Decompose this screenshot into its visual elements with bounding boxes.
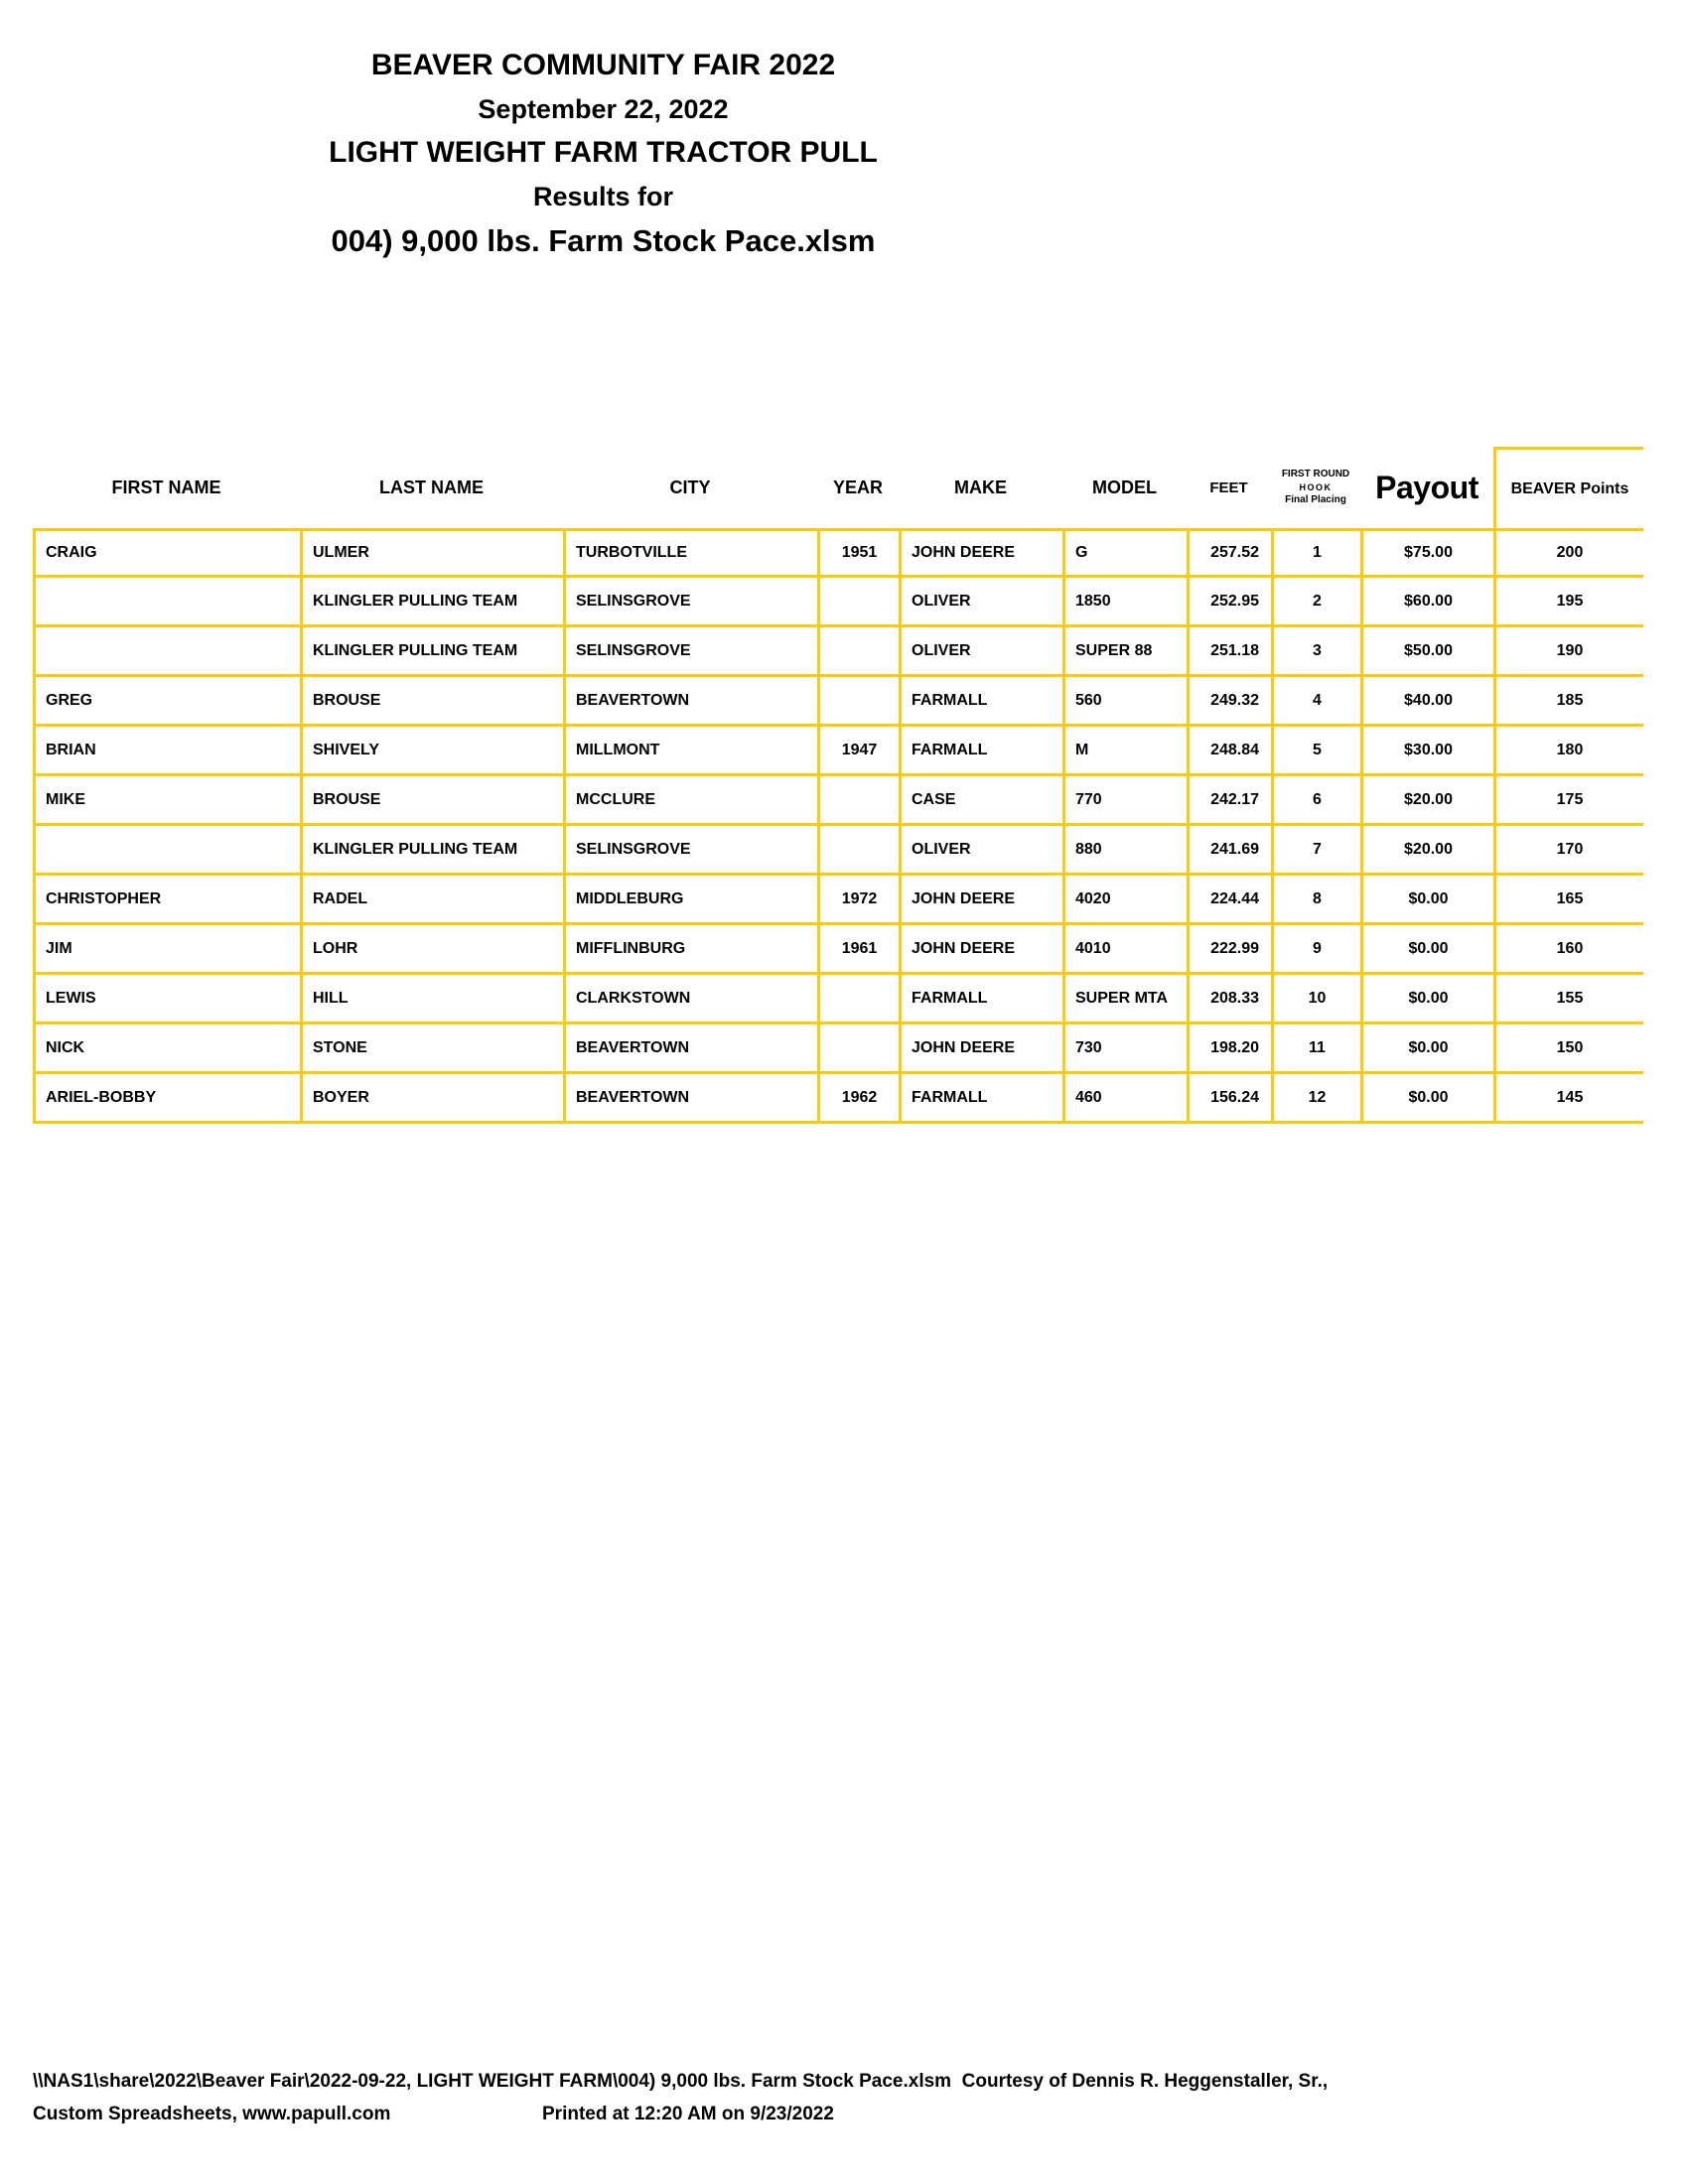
cell-make: OLIVER [899, 627, 1062, 677]
cell-model: 4020 [1062, 876, 1187, 925]
cell-year [817, 776, 899, 826]
cell-model: 880 [1062, 826, 1187, 876]
cell-feet: 249.32 [1187, 677, 1271, 727]
cell-beaver-points: 155 [1493, 975, 1643, 1024]
cell-final-placing: 2 [1271, 578, 1360, 627]
cell-beaver-points: 175 [1493, 776, 1643, 826]
cell-year [817, 578, 899, 627]
cell-final-placing: 7 [1271, 826, 1360, 876]
cell-year [817, 975, 899, 1024]
cell-final-placing: 4 [1271, 677, 1360, 727]
cell-first-name: ARIEL-BOBBY [33, 1074, 300, 1124]
cell-beaver-points: 200 [1493, 528, 1643, 578]
cell-payout: $20.00 [1360, 776, 1493, 826]
cell-make: FARMALL [899, 727, 1062, 776]
cell-first-name: NICK [33, 1024, 300, 1074]
cell-final-placing: 5 [1271, 727, 1360, 776]
cell-last-name: HILL [300, 975, 563, 1024]
cell-year: 1962 [817, 1074, 899, 1124]
cell-city: BEAVERTOWN [563, 677, 817, 727]
cell-make: JOHN DEERE [899, 528, 1062, 578]
cell-last-name: BROUSE [300, 776, 563, 826]
cell-payout: $50.00 [1360, 627, 1493, 677]
column-header-year: YEAR [832, 477, 883, 497]
cell-model: G [1062, 528, 1187, 578]
cell-model: SUPER 88 [1062, 627, 1187, 677]
cell-last-name: BROUSE [300, 677, 563, 727]
cell-feet: 248.84 [1187, 727, 1271, 776]
cell-make: FARMALL [899, 1074, 1062, 1124]
cell-make: FARMALL [899, 975, 1062, 1024]
cell-feet: 208.33 [1187, 975, 1271, 1024]
cell-final-placing: 8 [1271, 876, 1360, 925]
cell-last-name: STONE [300, 1024, 563, 1074]
cell-first-name: BRIAN [33, 727, 300, 776]
cell-feet: 198.20 [1187, 1024, 1271, 1074]
hook-header-line-3: Final Placing [1285, 494, 1346, 506]
cell-first-name: CRAIG [33, 528, 300, 578]
cell-final-placing: 9 [1271, 925, 1360, 975]
cell-last-name: KLINGLER PULLING TEAM [300, 826, 563, 876]
column-header-payout: Payout [1375, 469, 1478, 505]
cell-beaver-points: 160 [1493, 925, 1643, 975]
cell-beaver-points: 190 [1493, 627, 1643, 677]
cell-model: 560 [1062, 677, 1187, 727]
cell-feet: 222.99 [1187, 925, 1271, 975]
cell-last-name: KLINGLER PULLING TEAM [300, 578, 563, 627]
cell-feet: 241.69 [1187, 826, 1271, 876]
cell-last-name: RADEL [300, 876, 563, 925]
event-class-title: LIGHT WEIGHT FARM TRACTOR PULL [329, 136, 878, 169]
hook-header-line-1: FIRST ROUND [1281, 469, 1350, 480]
cell-beaver-points: 195 [1493, 578, 1643, 627]
cell-first-name: CHRISTOPHER [33, 876, 300, 925]
cell-feet: 252.95 [1187, 578, 1271, 627]
cell-first-name [33, 578, 300, 627]
cell-payout: $75.00 [1360, 528, 1493, 578]
cell-year: 1951 [817, 528, 899, 578]
cell-year: 1947 [817, 727, 899, 776]
cell-model: 4010 [1062, 925, 1187, 975]
cell-payout: $0.00 [1360, 925, 1493, 975]
cell-city: BEAVERTOWN [563, 1074, 817, 1124]
cell-city: BEAVERTOWN [563, 1024, 817, 1074]
cell-beaver-points: 150 [1493, 1024, 1643, 1074]
cell-city: SELINSGROVE [563, 578, 817, 627]
cell-last-name: BOYER [300, 1074, 563, 1124]
cell-make: CASE [899, 776, 1062, 826]
cell-last-name: LOHR [300, 925, 563, 975]
cell-year [817, 677, 899, 727]
cell-year: 1961 [817, 925, 899, 975]
column-header-first-name: FIRST NAME [111, 477, 221, 497]
cell-first-name: LEWIS [33, 975, 300, 1024]
cell-make: JOHN DEERE [899, 925, 1062, 975]
cell-feet: 224.44 [1187, 876, 1271, 925]
cell-make: OLIVER [899, 826, 1062, 876]
footer-file-path: \\NAS1\share\2022\Beaver Fair\2022-09-22, LIGHT WEIGHT FARM\004) 9,000 lbs. Farm Stock Pace.xlsm Courtesy of Dennis R. Heggenstaller, Sr., [33, 2071, 1329, 2092]
cell-final-placing: 1 [1271, 528, 1360, 578]
cell-final-placing: 6 [1271, 776, 1360, 826]
cell-beaver-points: 180 [1493, 727, 1643, 776]
cell-make: JOHN DEERE [899, 876, 1062, 925]
column-header-feet: FEET [1209, 478, 1248, 496]
cell-final-placing: 12 [1271, 1074, 1360, 1124]
cell-model: SUPER MTA [1062, 975, 1187, 1024]
cell-feet: 251.18 [1187, 627, 1271, 677]
cell-year [817, 627, 899, 677]
cell-first-name: GREG [33, 677, 300, 727]
cell-beaver-points: 165 [1493, 876, 1643, 925]
results-table [33, 447, 1643, 1124]
cell-make: JOHN DEERE [899, 1024, 1062, 1074]
cell-payout: $0.00 [1360, 876, 1493, 925]
cell-first-name: MIKE [33, 776, 300, 826]
cell-final-placing: 10 [1271, 975, 1360, 1024]
cell-feet: 257.52 [1187, 528, 1271, 578]
cell-city: MIDDLEBURG [563, 876, 817, 925]
cell-payout: $0.00 [1360, 1074, 1493, 1124]
column-header-first-round-hook [1271, 447, 1360, 528]
results-for-label: Results for [532, 182, 674, 211]
cell-payout: $0.00 [1360, 1024, 1493, 1074]
cell-model: 730 [1062, 1024, 1187, 1074]
cell-model: M [1062, 727, 1187, 776]
column-header-make: MAKE [954, 477, 1007, 497]
cell-year [817, 826, 899, 876]
cell-beaver-points: 145 [1493, 1074, 1643, 1124]
cell-feet: 242.17 [1187, 776, 1271, 826]
column-header-beaver-points: BEAVER Points [1493, 447, 1643, 528]
cell-year: 1972 [817, 876, 899, 925]
cell-payout: $60.00 [1360, 578, 1493, 627]
footer-credit: Custom Spreadsheets, www.papull.com [33, 2104, 391, 2124]
cell-model: 770 [1062, 776, 1187, 826]
cell-city: CLARKSTOWN [563, 975, 817, 1024]
event-date: September 22, 2022 [478, 94, 729, 124]
cell-last-name: SHIVELY [300, 727, 563, 776]
cell-final-placing: 3 [1271, 627, 1360, 677]
event-title: BEAVER COMMUNITY FAIR 2022 [370, 49, 836, 81]
cell-last-name: KLINGLER PULLING TEAM [300, 627, 563, 677]
cell-make: FARMALL [899, 677, 1062, 727]
hook-header-line-2: HOOK [1299, 481, 1333, 492]
cell-year [817, 1024, 899, 1074]
cell-city: TURBOTVILLE [563, 528, 817, 578]
cell-first-name [33, 826, 300, 876]
results-file-title: 004) 9,000 lbs. Farm Stock Pace.xlsm [331, 223, 876, 258]
footer-printed-timestamp: Printed at 12:20 AM on 9/23/2022 [542, 2104, 834, 2124]
cell-payout: $30.00 [1360, 727, 1493, 776]
cell-first-name: JIM [33, 925, 300, 975]
title-block [0, 44, 1206, 263]
cell-city: MCCLURE [563, 776, 817, 826]
cell-city: MILLMONT [563, 727, 817, 776]
cell-final-placing: 11 [1271, 1024, 1360, 1074]
cell-feet: 156.24 [1187, 1074, 1271, 1124]
column-header-last-name: LAST NAME [379, 477, 484, 497]
column-header-city: CITY [669, 477, 711, 497]
cell-beaver-points: 185 [1493, 677, 1643, 727]
cell-last-name: ULMER [300, 528, 563, 578]
cell-make: OLIVER [899, 578, 1062, 627]
cell-beaver-points: 170 [1493, 826, 1643, 876]
cell-city: SELINSGROVE [563, 826, 817, 876]
cell-first-name [33, 627, 300, 677]
cell-payout: $40.00 [1360, 677, 1493, 727]
cell-model: 1850 [1062, 578, 1187, 627]
cell-payout: $0.00 [1360, 975, 1493, 1024]
cell-payout: $20.00 [1360, 826, 1493, 876]
cell-city: SELINSGROVE [563, 627, 817, 677]
cell-city: MIFFLINBURG [563, 925, 817, 975]
cell-model: 460 [1062, 1074, 1187, 1124]
column-header-model: MODEL [1092, 477, 1157, 497]
